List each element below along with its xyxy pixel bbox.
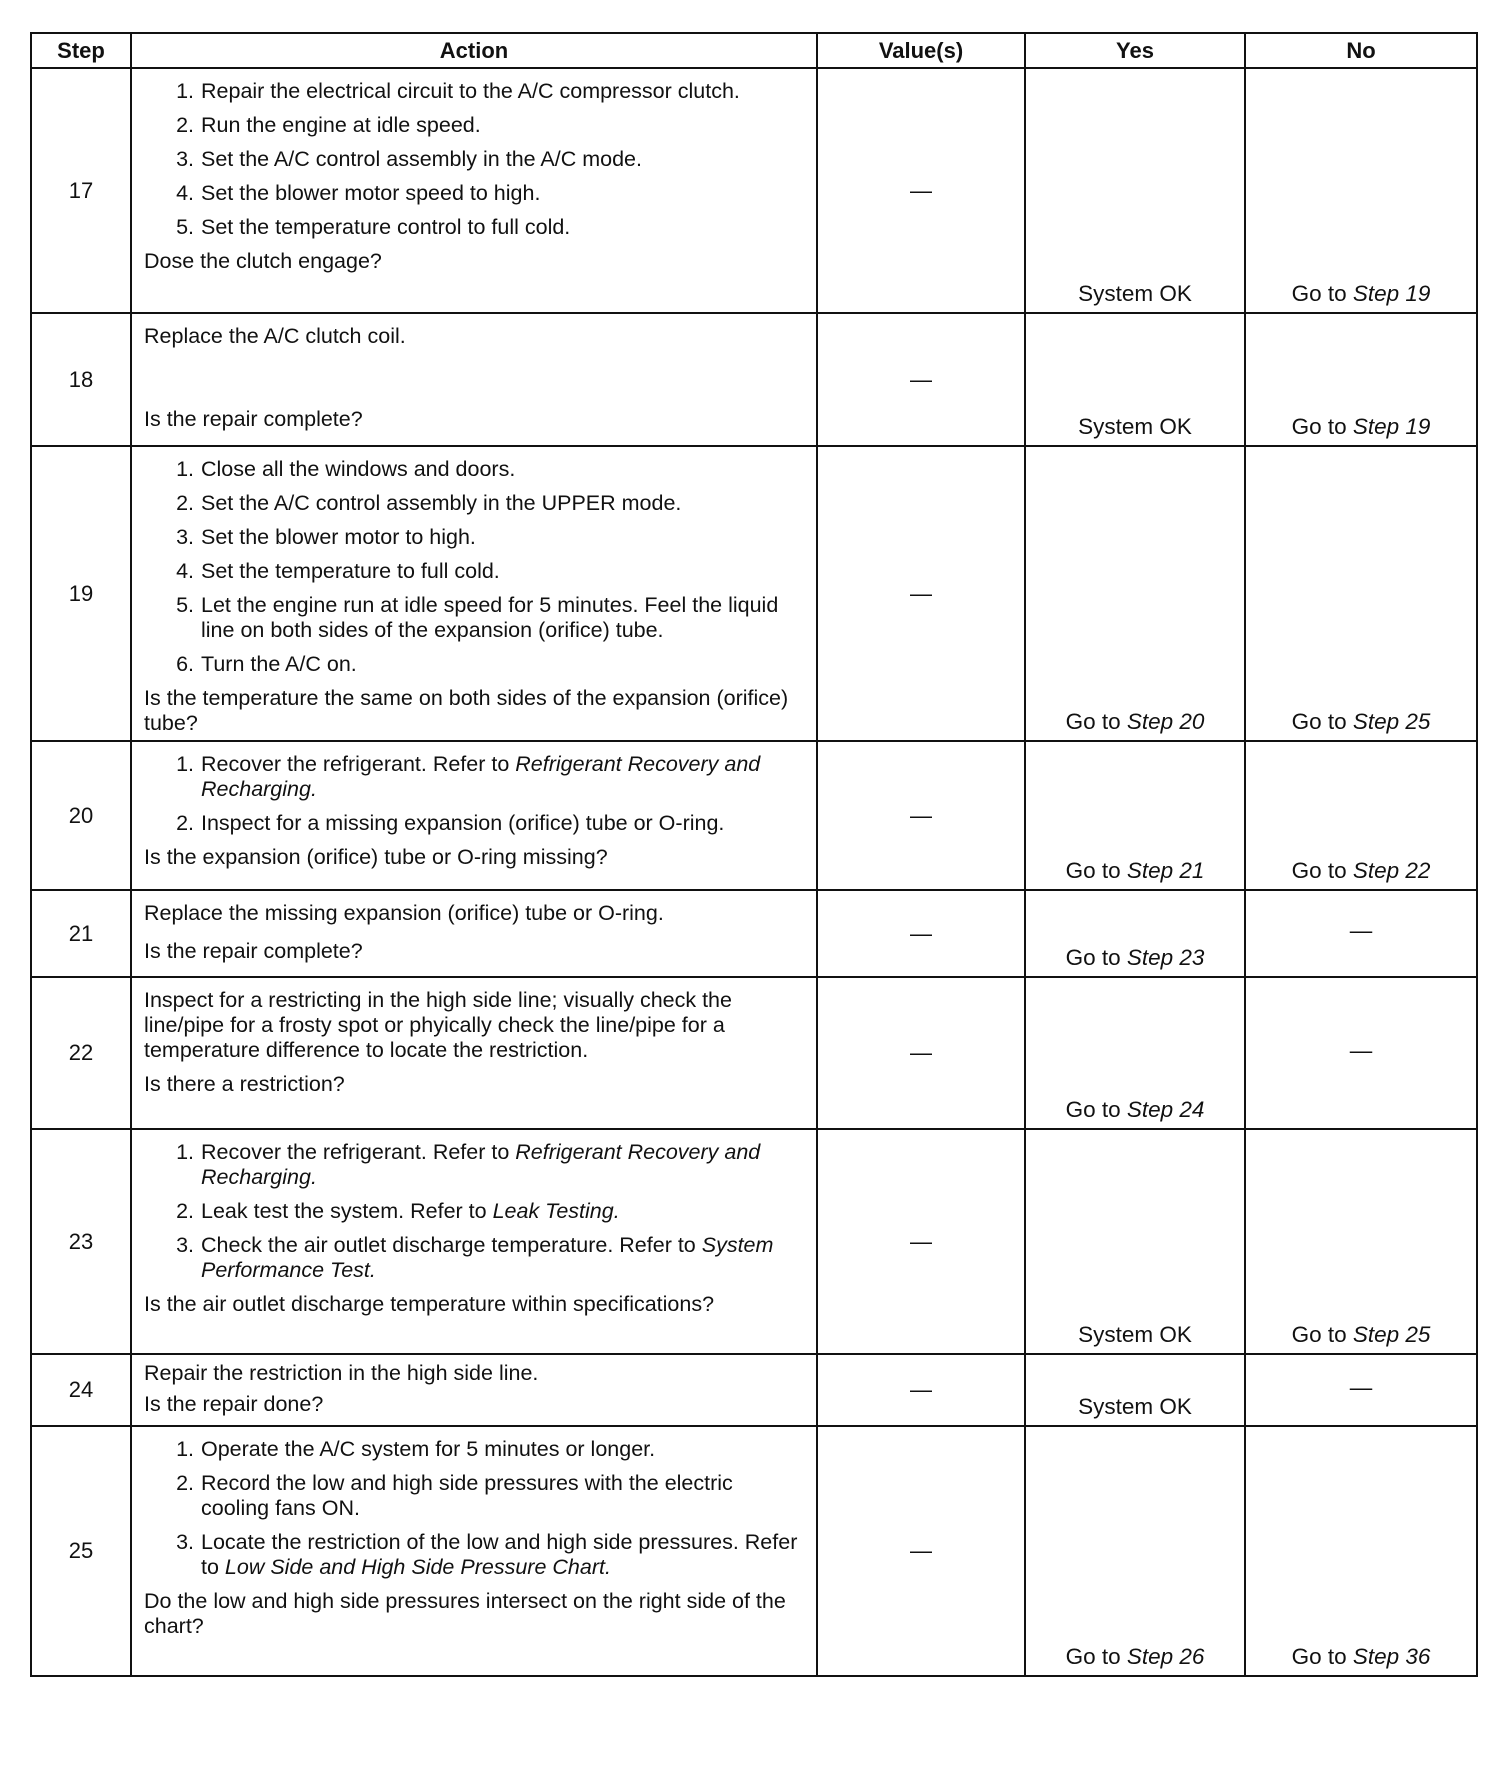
yes-cell	[1025, 890, 1245, 977]
value-cell: —	[817, 68, 1025, 313]
goto-prefix: Go to	[1291, 281, 1353, 306]
step-number: 19	[31, 446, 131, 741]
list-item-text: Operate the A/C system for 5 minutes or longer.	[201, 1437, 656, 1461]
action-question: Is the repair done?	[144, 1392, 324, 1416]
step-reference: Step 19	[1352, 414, 1431, 439]
table-row	[31, 68, 1477, 313]
list-item: 2. Set the A/C control assembly in the UPPER mode.	[176, 491, 682, 515]
yes-cell: System OK	[1025, 68, 1245, 313]
no-cell	[1245, 1426, 1477, 1676]
action-cell	[131, 977, 817, 1129]
step-reference: Step 19	[1352, 281, 1431, 306]
list-item-text: Leak test the system. Refer to	[201, 1199, 493, 1223]
action-question: Is the repair complete?	[144, 407, 363, 431]
list-item: 1. Close all the windows and doors.	[176, 457, 516, 481]
action-cell	[131, 1354, 817, 1426]
table-row	[31, 1426, 1477, 1676]
step-reference: Step 25	[1352, 1322, 1431, 1347]
step-number: 18	[31, 313, 131, 446]
action-cell	[131, 68, 817, 313]
value-cell: —	[817, 1426, 1025, 1676]
value-cell: —	[817, 741, 1025, 890]
no-cell	[1245, 313, 1477, 446]
table-row	[31, 1129, 1477, 1354]
action-list	[144, 1140, 806, 1283]
yes-cell	[1025, 1426, 1245, 1676]
list-item-text: Repair the electrical circuit to the A/C compressor clutch.	[201, 79, 740, 103]
step-number: 25	[31, 1426, 131, 1676]
list-item-text: Set the A/C control assembly in the A/C mode.	[201, 147, 642, 171]
action-cell	[131, 1129, 817, 1354]
step-reference: Step 36	[1352, 1644, 1431, 1669]
step-reference: Step 25	[1352, 709, 1431, 734]
header-action: Action	[131, 33, 817, 68]
action-cell	[131, 1426, 817, 1676]
action-list	[144, 752, 806, 836]
list-item: 5. Let the engine run at idle speed for 5 minutes. Feel the liquid line on both sides of the expansion (orifice) tube.	[176, 593, 779, 642]
list-item: 3. Set the blower motor to high.	[176, 525, 476, 549]
no-cell	[1245, 1129, 1477, 1354]
step-reference: Step 26	[1126, 1644, 1205, 1669]
list-item: 3. Set the A/C control assembly in the A/C mode.	[176, 147, 642, 171]
step-number: 20	[31, 741, 131, 890]
action-text: Inspect for a restricting in the high side line; visually check the line/pipe for a frosty spot or phyically check the line/pipe for a temperature difference to locate the restriction.	[144, 988, 732, 1062]
action-text: Repair the restriction in the high side line.	[144, 1361, 539, 1385]
goto-prefix: Go to	[1291, 1322, 1353, 1347]
value-cell: —	[817, 1129, 1025, 1354]
list-item-text: Run the engine at idle speed.	[201, 113, 481, 137]
value-cell: —	[817, 446, 1025, 741]
action-question: Dose the clutch engage?	[144, 249, 382, 273]
list-item: 3. Locate the restriction of the low and high side pressures. Refer to Low Side and High Side Pressure Chart.	[176, 1530, 798, 1579]
step-reference: Step 24	[1126, 1097, 1205, 1122]
yes-cell: System OK	[1025, 1354, 1245, 1426]
step-number: 22	[31, 977, 131, 1129]
list-item-text: Set the temperature to full cold.	[201, 559, 500, 583]
list-item: 5. Set the temperature control to full cold.	[176, 215, 571, 239]
goto-prefix: Go to	[1291, 858, 1353, 883]
goto-prefix: Go to	[1065, 858, 1127, 883]
no-cell: —	[1245, 1354, 1477, 1426]
yes-cell: System OK	[1025, 1129, 1245, 1354]
action-list	[144, 1437, 806, 1580]
list-item-text: Check the air outlet discharge temperature. Refer to	[201, 1233, 702, 1257]
goto-prefix: Go to	[1291, 709, 1353, 734]
diagnostic-table	[30, 32, 1478, 1677]
yes-cell	[1025, 741, 1245, 890]
list-item-text: Recover the refrigerant. Refer to	[201, 1140, 516, 1164]
list-item: 4. Set the temperature to full cold.	[176, 559, 500, 583]
step-reference: Step 20	[1126, 709, 1205, 734]
step-number: 24	[31, 1354, 131, 1426]
list-item-text: Set the A/C control assembly in the UPPER mode.	[201, 491, 682, 515]
goto-prefix: Go to	[1065, 945, 1127, 970]
list-item: 2. Leak test the system. Refer to Leak Testing.	[176, 1199, 620, 1223]
list-item: 4. Set the blower motor speed to high.	[176, 181, 541, 205]
action-cell	[131, 446, 817, 741]
list-item-text: Set the temperature control to full cold.	[201, 215, 571, 239]
no-cell: —	[1245, 977, 1477, 1129]
yes-cell	[1025, 977, 1245, 1129]
list-item: 3. Check the air outlet discharge temperature. Refer to System Performance Test.	[176, 1233, 774, 1282]
step-number: 23	[31, 1129, 131, 1354]
list-item-text: Set the blower motor to high.	[201, 525, 476, 549]
goto-prefix: Go to	[1065, 1644, 1127, 1669]
list-item: 1. Recover the refrigerant. Refer to Refrigerant Recovery and Recharging.	[176, 1140, 761, 1189]
list-item-text: Record the low and high side pressures with the electric cooling fans ON.	[201, 1471, 733, 1520]
table-row	[31, 890, 1477, 977]
table-row	[31, 313, 1477, 446]
table-row	[31, 977, 1477, 1129]
value-cell: —	[817, 313, 1025, 446]
table-row	[31, 741, 1477, 890]
list-item-text: Let the engine run at idle speed for 5 minutes. Feel the liquid line on both sides of the expansion (orifice) tube.	[201, 593, 779, 642]
no-cell	[1245, 741, 1477, 890]
list-item-text: Close all the windows and doors.	[201, 457, 516, 481]
yes-cell: System OK	[1025, 313, 1245, 446]
yes-cell	[1025, 446, 1245, 741]
reference-link: Low Side and High Side Pressure Chart.	[224, 1555, 611, 1579]
step-number: 21	[31, 890, 131, 977]
action-cell	[131, 890, 817, 977]
no-cell	[1245, 68, 1477, 313]
step-reference: Step 23	[1126, 945, 1205, 970]
reference-link: Refrigerant Recovery and Recharging.	[201, 1140, 761, 1189]
list-item: 2. Record the low and high side pressures with the electric cooling fans ON.	[176, 1471, 733, 1520]
action-question: Is the expansion (orifice) tube or O-ring missing?	[144, 845, 608, 869]
list-item: 1. Repair the electrical circuit to the A/C compressor clutch.	[176, 79, 740, 103]
list-item-text: Locate the restriction of the low and high side pressures. Refer to	[201, 1530, 798, 1579]
action-text: Replace the A/C clutch coil.	[144, 324, 406, 348]
list-item-text: Recover the refrigerant. Refer to	[201, 752, 516, 776]
action-question: Is the air outlet discharge temperature within specifications?	[144, 1292, 715, 1316]
header-no: No	[1245, 33, 1477, 68]
value-cell: —	[817, 890, 1025, 977]
value-cell: —	[817, 1354, 1025, 1426]
goto-prefix: Go to	[1065, 709, 1127, 734]
reference-link: Leak Testing.	[492, 1199, 620, 1223]
list-item-text: Set the blower motor speed to high.	[201, 181, 541, 205]
reference-link: System Performance Test.	[201, 1233, 774, 1282]
action-question: Is the temperature the same on both sides of the expansion (orifice) tube?	[144, 686, 789, 735]
step-reference: Step 22	[1352, 858, 1431, 883]
header-step: Step	[31, 33, 131, 68]
action-list	[144, 457, 806, 677]
list-item: 1. Recover the refrigerant. Refer to Refrigerant Recovery and Recharging.	[176, 752, 761, 801]
goto-prefix: Go to	[1065, 1097, 1127, 1122]
value-cell: —	[817, 977, 1025, 1129]
goto-prefix: Go to	[1291, 414, 1353, 439]
list-item: 2. Inspect for a missing expansion (orifice) tube or O-ring.	[176, 811, 725, 835]
list-item-text: Turn the A/C on.	[201, 652, 357, 676]
action-cell	[131, 313, 817, 446]
action-question: Is there a restriction?	[144, 1072, 345, 1096]
list-item: 2. Run the engine at idle speed.	[176, 113, 481, 137]
no-cell: —	[1245, 890, 1477, 977]
no-cell	[1245, 446, 1477, 741]
goto-prefix: Go to	[1291, 1644, 1353, 1669]
header-yes: Yes	[1025, 33, 1245, 68]
action-cell	[131, 741, 817, 890]
step-reference: Step 21	[1126, 858, 1205, 883]
table-row	[31, 446, 1477, 741]
list-item: 1. Operate the A/C system for 5 minutes or longer.	[176, 1437, 656, 1461]
list-item-text: Inspect for a missing expansion (orifice) tube or O-ring.	[201, 811, 725, 835]
action-text: Replace the missing expansion (orifice) tube or O-ring.	[144, 901, 664, 925]
step-number: 17	[31, 68, 131, 313]
list-item: 6. Turn the A/C on.	[176, 652, 357, 676]
table-row	[31, 1354, 1477, 1426]
table-header-row	[31, 33, 1477, 68]
action-question: Is the repair complete?	[144, 939, 363, 963]
reference-link: Refrigerant Recovery and Recharging.	[201, 752, 761, 801]
action-list	[144, 79, 806, 240]
header-values: Value(s)	[817, 33, 1025, 68]
action-question: Do the low and high side pressures intersect on the right side of the chart?	[144, 1589, 786, 1638]
